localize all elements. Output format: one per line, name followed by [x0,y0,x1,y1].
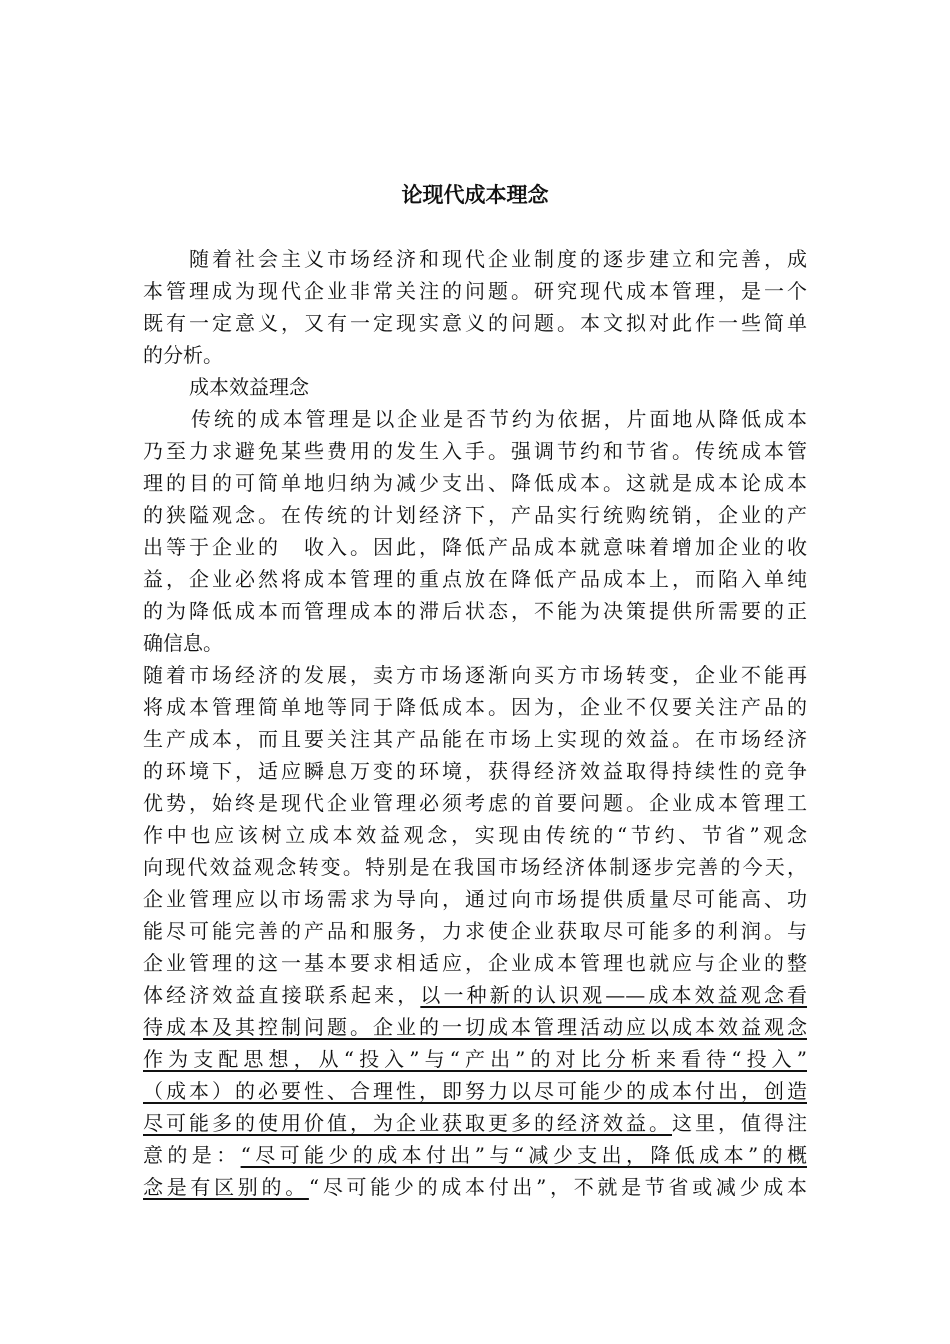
underlined-text: （成本）的必要性、合理性，即努力以尽可能少的成本付出，创造 [143,1079,807,1103]
paragraph-3-line: 优势，始终是现代企业管理必须考虑的首要问题。企业成本管理工 [143,791,807,815]
underlined-text: 念是有区别的。 [143,1175,309,1199]
underlined-text: 作为支配思想，从“投入”与“产出”的对比分析来看待“投入” [143,1047,807,1071]
section-heading: 成本效益理念 [189,375,309,399]
underlined-text: 待成本及其控制问题。企业的一切成本管理活动应以成本效益观念 [143,1015,807,1039]
paragraph-2-line: 乃至力求避免某些费用的发生入手。强调节约和节省。传统成本管 [143,439,807,463]
paragraph-3-line [143,1108,807,1139]
plain-text: 这里，值得注 [672,1111,807,1135]
paragraph-1-line: 本管理成为现代企业非常关注的问题。研究现代成本管理，是一个 [143,279,807,303]
paragraph-2-line: 传统的成本管理是以企业是否节约为依据，片面地从降低成本 [191,407,807,431]
page-title: 论现代成本理念 [401,183,549,207]
paragraph-2-line: 确信息。 [143,631,223,655]
paragraph-1-line: 既有一定意义，又有一定现实意义的问题。本文拟对此作一些简单 [143,311,807,335]
paragraph-2-line: 的狭隘观念。在传统的计划经济下，产品实行统购统销，企业的产 [143,503,807,527]
paragraph-3-line [143,1044,807,1075]
paragraph-2-line: 的为降低成本而管理成本的滞后状态，不能为决策提供所需要的正 [143,599,807,623]
paragraph-3-line [143,1172,807,1203]
paragraph-3-line [143,980,807,1011]
paragraph-3-line: 作中也应该树立成本效益观念，实现由传统的“节约、节省”观念 [143,823,807,847]
paragraph-3-line: 企业管理的这一基本要求相适应，企业成本管理也就应与企业的整 [143,951,807,975]
paragraph-3-line: 企业管理应以市场需求为导向，通过向市场提供质量尽可能高、功 [143,887,807,911]
paragraph-2-line: 理的目的可简单地归纳为减少支出、降低成本。这就是成本论成本 [143,471,807,495]
plain-text: 意的是： [143,1143,241,1167]
paragraph-3-line [143,1012,807,1043]
paragraph-3-line: 生产成本，而且要关注其产品能在市场上实现的效益。在市场经济 [143,727,807,751]
paragraph-1-line: 的分析。 [143,343,223,367]
plain-text: 体经济效益直接联系起来， [143,983,421,1007]
underlined-text: “尽可能少的成本付出”与“减少支出，降低成本”的概 [240,1143,808,1167]
paragraph-3-line: 随着市场经济的发展，卖方市场逐渐向买方市场转变，企业不能再 [143,663,807,687]
underlined-text: 尽可能多的使用价值，为企业获取更多的经济效益。 [143,1111,672,1135]
paragraph-3-line [143,1140,807,1171]
paragraph-2-line: 益，企业必然将成本管理的重点放在降低产品成本上，而陷入单纯 [143,567,807,591]
paragraph-3-line: 向现代效益观念转变。特别是在我国市场经济体制逐步完善的今天， [143,855,807,879]
plain-text: “尽可能少的成本付出”，不就是节省或减少成本 [308,1175,807,1199]
paragraph-3-line: 将成本管理简单地等同于降低成本。因为，企业不仅要关注产品的 [143,695,807,719]
paragraph-1-line: 随着社会主义市场经济和现代企业制度的逐步建立和完善，成 [189,247,807,271]
paragraph-3-line: 的环境下，适应瞬息万变的环境，获得经济效益取得持续性的竞争 [143,759,807,783]
underlined-text: 以一种新的认识观——成本效益观念看 [420,983,808,1007]
paragraph-2-line: 出等于企业的 收入。因此，降低产品成本就意味着增加企业的收 [143,535,807,559]
paragraph-3-line [143,1076,807,1107]
paragraph-3-line: 能尽可能完善的产品和服务，力求使企业获取尽可能多的利润。与 [143,919,807,943]
